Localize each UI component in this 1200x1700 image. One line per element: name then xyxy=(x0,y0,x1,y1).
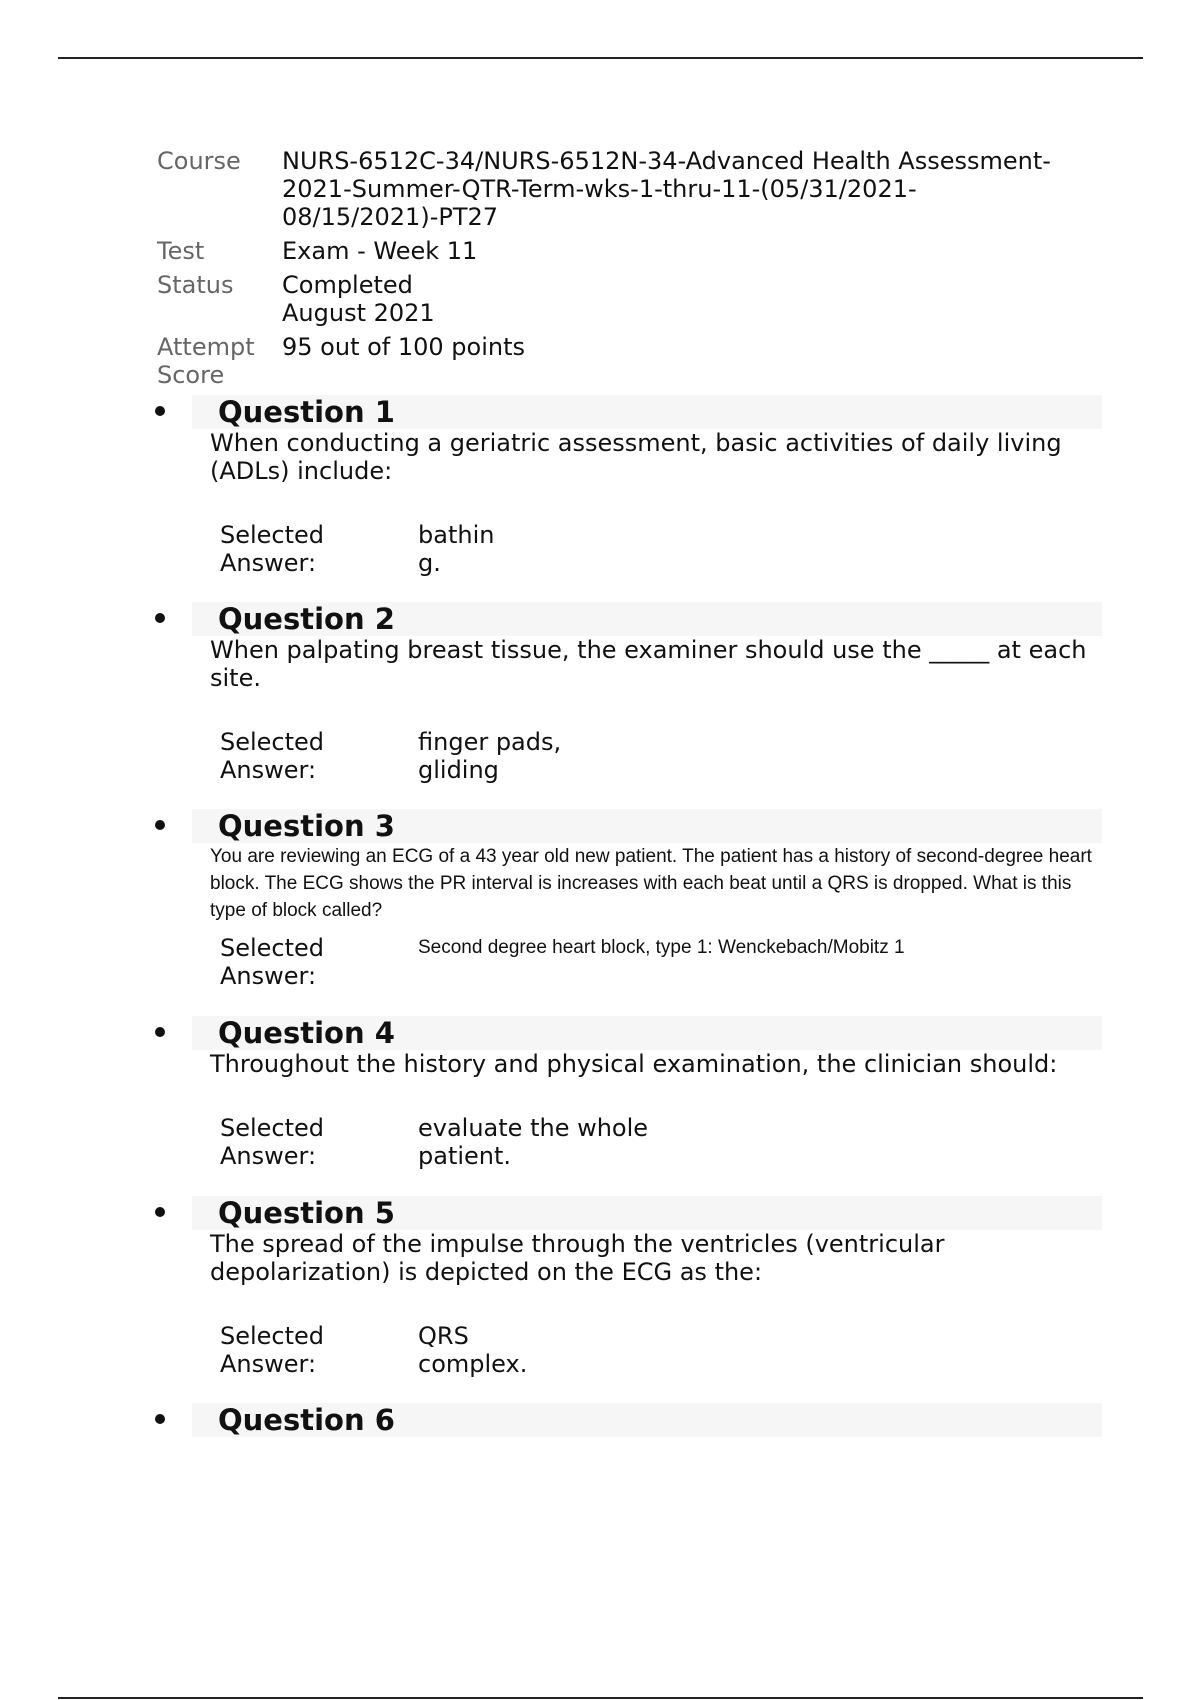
bullet-icon xyxy=(155,406,165,416)
selected-answer xyxy=(220,521,1102,577)
bullet-icon xyxy=(155,1414,165,1424)
question-header xyxy=(192,602,1102,636)
bullet-icon xyxy=(155,1027,165,1037)
answer-value: bathin g. xyxy=(418,521,495,577)
top-rule xyxy=(58,57,1143,59)
question-text: The spread of the impulse through the ventricles (ventricular depolarization) is depicted on the ECG as the: xyxy=(210,1230,945,1286)
answer-label: Selected Answer: xyxy=(220,934,325,990)
question-title: Question 3 xyxy=(218,809,395,843)
course-row xyxy=(157,147,1097,231)
question-4 xyxy=(157,1016,1102,1196)
question-header xyxy=(192,1196,1102,1230)
question-text: When palpating breast tissue, the examiner should use the _____ at each site. xyxy=(210,636,1087,692)
answer-label: Selected Answer: xyxy=(220,728,325,784)
question-3 xyxy=(157,809,1102,1016)
test-label: Test xyxy=(157,237,205,265)
question-2 xyxy=(157,602,1102,809)
question-text: Throughout the history and physical examination, the clinician should: xyxy=(210,1050,1058,1078)
bullet-icon xyxy=(155,613,165,623)
selected-answer xyxy=(220,934,1102,990)
status-row xyxy=(157,271,1097,327)
test-value: Exam - Week 11 xyxy=(282,237,478,265)
question-header xyxy=(192,1403,1102,1437)
attempt-summary xyxy=(157,147,1097,395)
question-text: You are reviewing an ECG of a 43 year old new patient. The patient has a history of second-degree heart block. The ECG shows the PR interval is increases with each beat until a QRS is dropped. What is this type of block called? xyxy=(210,846,1092,921)
question-title: Question 5 xyxy=(218,1196,395,1230)
question-title: Question 1 xyxy=(218,395,395,429)
answer-label: Selected Answer: xyxy=(220,1322,325,1378)
answer-label: Selected Answer: xyxy=(220,1114,325,1170)
status-label: Status xyxy=(157,271,234,299)
answer-value: Second degree heart block, type 1: Wenckebach/Mobitz 1 xyxy=(418,937,905,958)
selected-answer xyxy=(220,1114,1102,1170)
test-row xyxy=(157,237,1097,265)
question-5 xyxy=(157,1196,1102,1403)
answer-value: QRS complex. xyxy=(418,1322,528,1378)
course-label: Course xyxy=(157,147,241,175)
selected-answer xyxy=(220,1322,1102,1378)
question-6 xyxy=(157,1403,1102,1443)
question-title: Question 2 xyxy=(218,602,395,636)
bullet-icon xyxy=(155,820,165,830)
score-label: Attempt Score xyxy=(157,333,255,389)
course-value: NURS-6512C-34/NURS-6512N-34-Advanced Health Assessment- 2021-Summer-QTR-Term-wks-1-thru-11-(05/31/2021- 08/15/2021)-PT27 xyxy=(282,147,1051,231)
question-header xyxy=(192,809,1102,843)
question-text: When conducting a geriatric assessment, basic activities of daily living (ADLs) include: xyxy=(210,429,1062,485)
question-1 xyxy=(157,395,1102,602)
question-header xyxy=(192,395,1102,429)
status-value: Completed August 2021 xyxy=(282,271,435,327)
question-title: Question 6 xyxy=(218,1403,395,1437)
question-title: Question 4 xyxy=(218,1016,395,1050)
bottom-rule xyxy=(58,1697,1143,1699)
selected-answer xyxy=(220,728,1102,784)
question-list xyxy=(157,395,1102,1443)
answer-value: evaluate the whole patient. xyxy=(418,1114,649,1170)
question-header xyxy=(192,1016,1102,1050)
answer-value: finger pads, gliding xyxy=(418,728,562,784)
score-value: 95 out of 100 points xyxy=(282,333,526,361)
score-row xyxy=(157,333,1097,389)
bullet-icon xyxy=(155,1207,165,1217)
answer-label: Selected Answer: xyxy=(220,521,325,577)
